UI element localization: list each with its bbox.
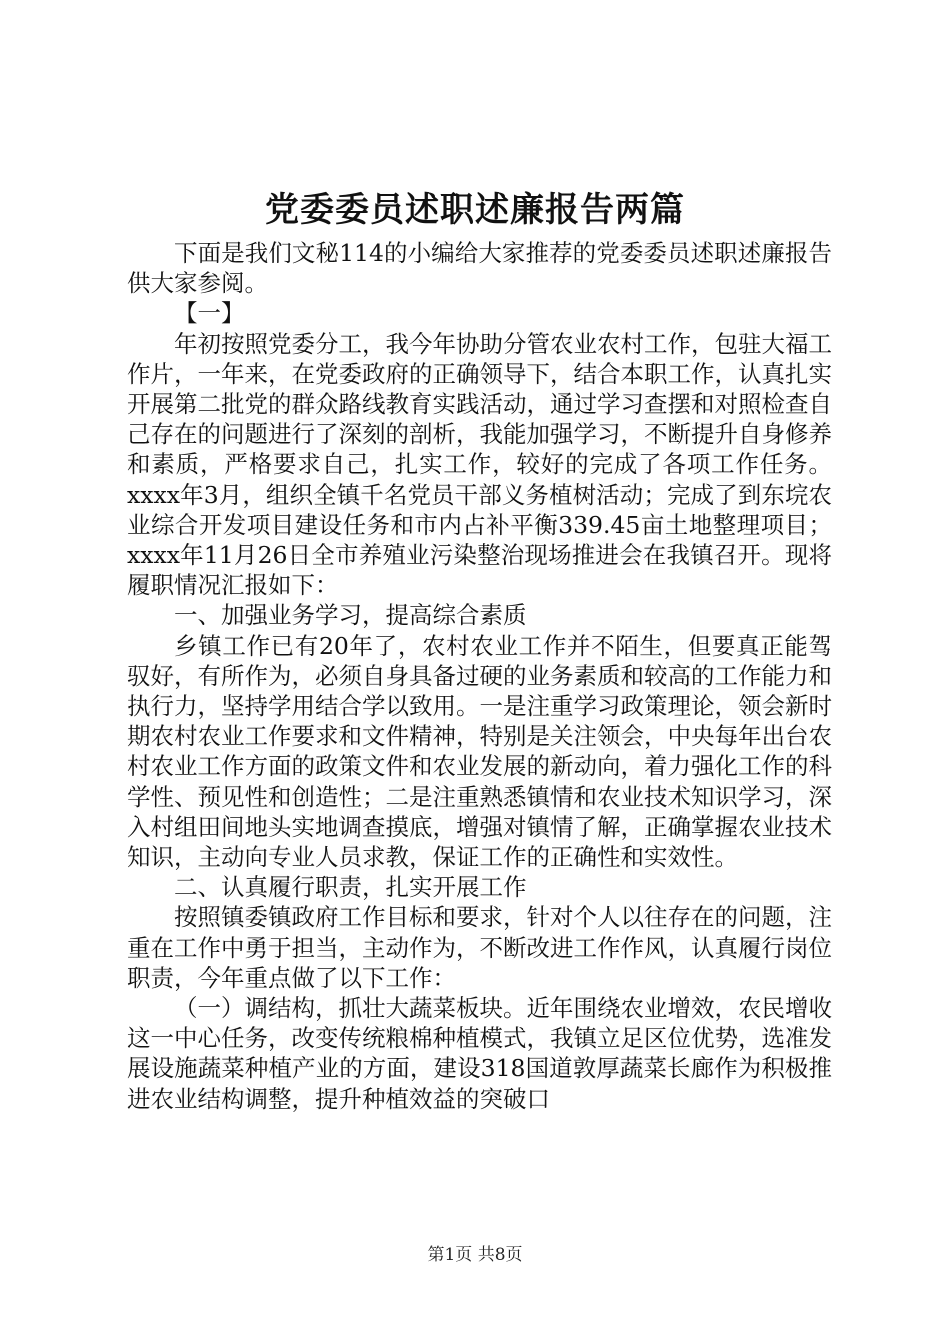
- paragraph-intro: 下面是我们文秘114的小编给大家推荐的党委委员述职述廉报告供大家参阅。: [127, 239, 832, 298]
- paragraph-duties: 按照镇委镇政府工作目标和要求，针对个人以往存在的问题，注重在工作中勇于担当，主动作为，不断改进工作作风，认真履行岗位职责，今年重点做了以下工作：: [127, 903, 832, 992]
- paragraph-study: 乡镇工作已有20年了，农村农业工作并不陌生，但要真正能驾驭好，有所作为，必须自身具备过硬的业务素质和较高的工作能力和执行力，坚持学用结合学以致用。一是注重学习政策理论，领会新时期农村农业工作要求和文件精神，特别是关注领会，中央每年出台农村农业工作方面的政策文件和农业发展的新动向，着力强化工作的科学性、预见性和创造性；二是注重熟悉镇情和农业技术知识学习，深入村组田间地头实地调查摸底，增强对镇情了解，正确掌握农业技术知识，主动向专业人员求教，保证工作的正确性和实效性。: [127, 631, 832, 872]
- paragraph-structure: （一）调结构，抓壮大蔬菜板块。近年围绕农业增效，农民增收这一中心任务，改变传统粮棉种植模式，我镇立足区位优势，选准发展设施蔬菜种植产业的方面，建设318国道敦厚蔬菜长廊作为积极推进农业结构调整，提升种植效益的突破口: [127, 994, 832, 1113]
- heading-duties: 二、认真履行职责，扎实开展工作: [174, 873, 527, 902]
- document-title: 党委委员述职述廉报告两篇: [265, 190, 685, 230]
- heading-study: 一、加强业务学习，提高综合素质: [174, 601, 527, 630]
- document-body: [127, 238, 832, 1114]
- paragraph-overview: 年初按照党委分工，我今年协助分管农业农村工作，包驻大福工作片，一年来，在党委政府的正确领导下，结合本职工作，认真扎实开展第二批党的群众路线教育实践活动，通过学习查摆和对照检查自己存在的问题进行了深刻的剖析，我能加强学习，不断提升自身修养和素质，严格要求自己，扎实工作，较好的完成了各项工作任务。xxxx年3月，组织全镇千名党员干部义务植树活动；完成了到东垸农业综合开发项目建设任务和市内占补平衡339.45亩土地整理项目；xxxx年11月26日全市养殖业污染整治现场推进会在我镇召开。现将履职情况汇报如下：: [127, 329, 832, 600]
- section-marker-one: 【一】: [174, 299, 245, 328]
- page-footer: 第1页 共8页: [427, 1245, 523, 1265]
